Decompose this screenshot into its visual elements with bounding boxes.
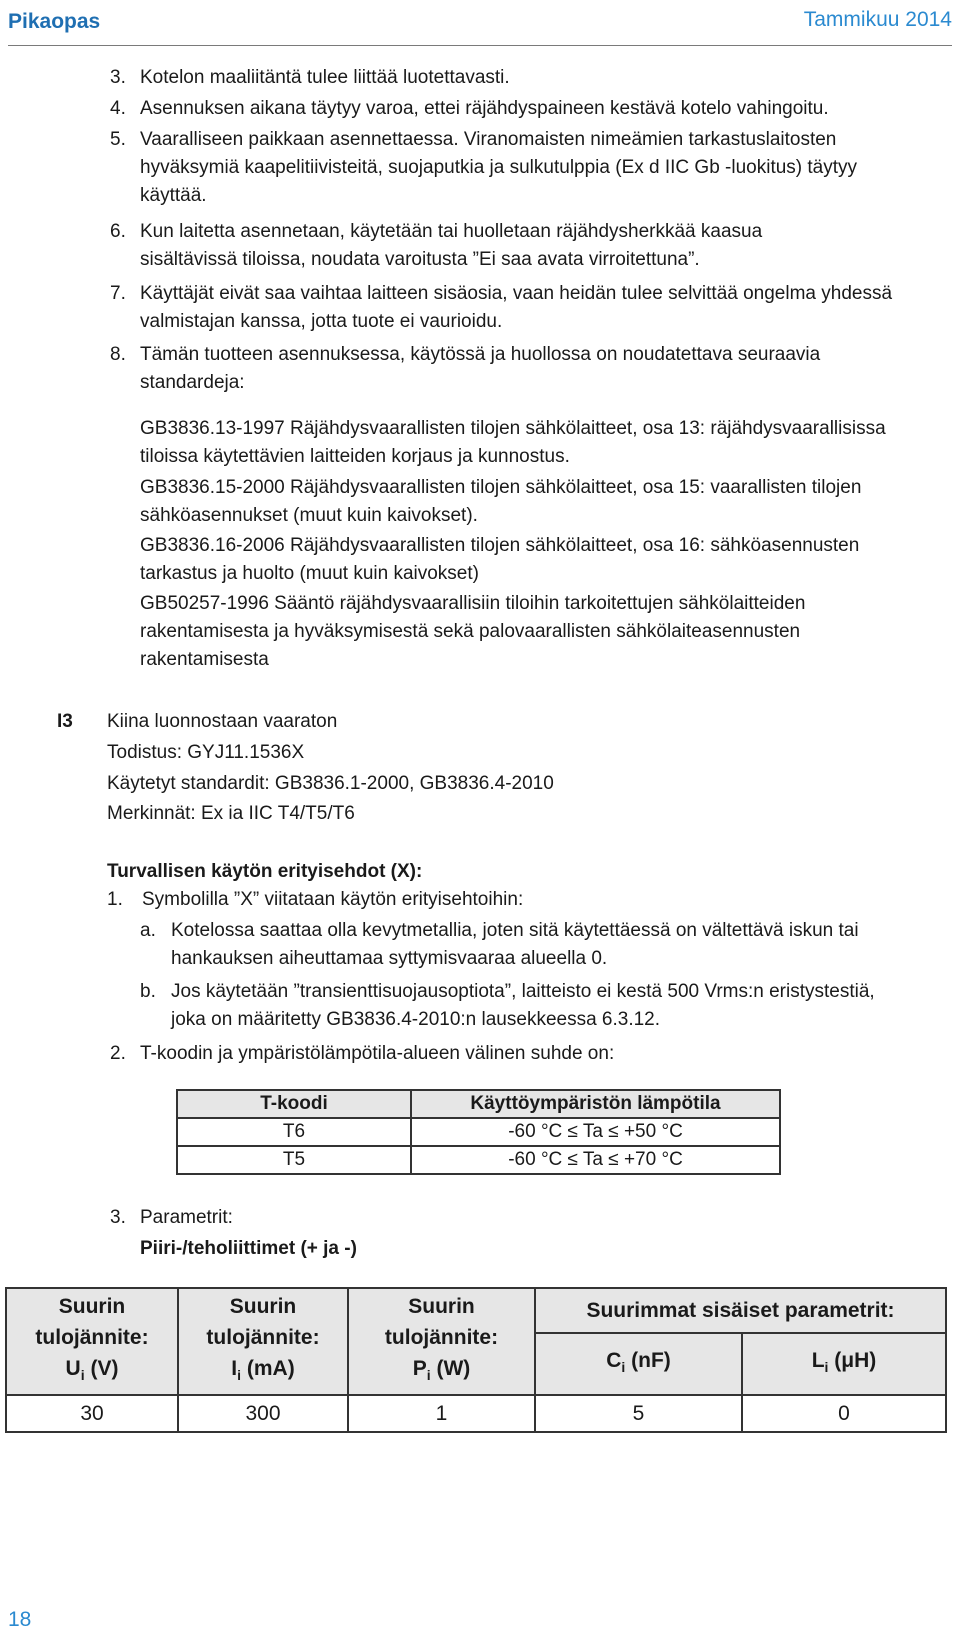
table-row bbox=[177, 1118, 780, 1146]
header-divider bbox=[8, 45, 952, 46]
list-item-number: 8. bbox=[110, 344, 126, 365]
list-item bbox=[110, 280, 910, 336]
sub-item-label: a. bbox=[140, 920, 156, 941]
table-header bbox=[742, 1333, 946, 1395]
column-header-subscript: i bbox=[237, 1367, 242, 1384]
column-header-symbol-letter: I bbox=[231, 1357, 238, 1381]
list-item-number: 7. bbox=[110, 283, 126, 304]
column-header-symbol-letter: C bbox=[606, 1349, 622, 1373]
list-item-text: Kotelon maaliitäntä tulee liittää luotettavasti. bbox=[140, 67, 510, 88]
list-item-text: Vaaralliseen paikkaan asennettaessa. Viranomaisten nimeämien tarkastuslaitosten hyväksymiä kaapelitiivisteitä, suojaputkia ja sulkutulppia (Ex d IIC Gb -luokitus) täytyy käyttää. bbox=[140, 129, 858, 206]
column-header-unit: (mA) bbox=[246, 1357, 295, 1381]
list-item bbox=[110, 218, 910, 274]
column-header-subscript: i bbox=[426, 1367, 431, 1384]
standard-entry: GB3836.15-2000 Räjähdysvaarallisten tilojen sähkölaitteet, osa 15: vaarallisten tilojen sähköasennukset (muut kuin kaivokset). bbox=[140, 477, 862, 526]
table-cell: 0 bbox=[742, 1395, 946, 1432]
column-header-unit: (W) bbox=[436, 1357, 471, 1381]
list-item-number: 5. bbox=[110, 129, 126, 150]
column-header-symbol bbox=[179, 1353, 347, 1391]
table-header bbox=[6, 1288, 178, 1395]
table-row bbox=[177, 1146, 780, 1174]
list-item bbox=[110, 95, 910, 123]
column-header-unit: (μH) bbox=[834, 1349, 877, 1373]
table-cell: 1 bbox=[348, 1395, 535, 1432]
params-subheading: Piiri-/teholiittimet (+ ja -) bbox=[140, 1238, 357, 1259]
table-group-header: Suurimmat sisäiset parametrit: bbox=[535, 1288, 946, 1333]
table-header: T-koodi bbox=[177, 1090, 411, 1118]
table-cell: 5 bbox=[535, 1395, 742, 1432]
column-header-subscript: i bbox=[621, 1359, 626, 1376]
i3-certificate: Todistus: GYJ11.1536X bbox=[107, 742, 305, 763]
column-header-subscript: i bbox=[80, 1367, 85, 1384]
column-header-prefix: Suurin tulojännite: bbox=[384, 1295, 499, 1350]
special-item-text: Symbolilla ”X” viitataan käytön erityisehtoihin: bbox=[142, 889, 524, 910]
column-header-unit: (V) bbox=[90, 1357, 119, 1381]
temperature-table bbox=[176, 1089, 781, 1175]
list-item-number: 3. bbox=[110, 67, 126, 88]
list-item-text: Käyttäjät eivät saa vaihtaa laitteen sisäosia, vaan heidän tulee selvittää ongelma yhdessä valmistajan kanssa, jotta tuote ei vaurioidu. bbox=[140, 283, 893, 332]
table-header bbox=[348, 1288, 535, 1395]
table-header bbox=[178, 1288, 348, 1395]
section-label-i3: I3 bbox=[57, 711, 73, 732]
table-cell: -60 °C ≤ Ta ≤ +70 °C bbox=[411, 1146, 780, 1174]
column-header-symbol-letter: P bbox=[412, 1357, 427, 1381]
header-section-title: Pikaopas bbox=[8, 10, 101, 33]
column-header-symbol-letter: L bbox=[811, 1349, 825, 1373]
column-header-symbol bbox=[349, 1353, 534, 1391]
parameter-table bbox=[5, 1287, 947, 1433]
i3-standards: Käytetyt standardit: GB3836.1-2000, GB3836.4-2010 bbox=[107, 773, 554, 794]
table-cell: -60 °C ≤ Ta ≤ +50 °C bbox=[411, 1118, 780, 1146]
table-cell: 30 bbox=[6, 1395, 178, 1432]
column-header-prefix: Suurin tulojännite: bbox=[35, 1295, 149, 1350]
column-header-symbol-letter: U bbox=[65, 1357, 81, 1381]
standard-entry: GB50257-1996 Sääntö räjähdysvaarallisiin tiloihin tarkoitettujen sähkölaitteiden rakentamisesta ja hyväksymisestä sekä palovaarallisten sähkölaiteasennusten rakentamisesta bbox=[140, 593, 806, 670]
params-item-text: Parametrit: bbox=[140, 1207, 233, 1228]
special-conditions-heading: Turvallisen käytön erityisehdot (X): bbox=[107, 861, 423, 882]
standard-entry: GB3836.13-1997 Räjähdysvaarallisten tilojen sähkölaitteet, osa 13: räjähdysvaarallisissa tiloissa käytettävien laitteiden korjaus ja kunnostus. bbox=[140, 418, 886, 467]
column-header-symbol bbox=[7, 1353, 177, 1391]
standard-entry: GB3836.16-2006 Räjähdysvaarallisten tilojen sähkölaitteet, osa 16: sähköasennusten tarkastus ja huolto (muut kuin kaivokset) bbox=[140, 535, 860, 584]
table-cell: T6 bbox=[177, 1118, 411, 1146]
column-header-subscript: i bbox=[824, 1359, 829, 1376]
params-item-number: 3. bbox=[110, 1207, 126, 1228]
list-item-number: 6. bbox=[110, 221, 126, 242]
table-row bbox=[6, 1395, 946, 1432]
list-item-text: Kun laitetta asennetaan, käytetään tai huolletaan räjähdysherkkää kaasua sisältävissä tiloissa, noudata varoitusta ”Ei saa avata virroitettuna”. bbox=[140, 221, 763, 270]
special-item-text: T-koodin ja ympäristölämpötila-alueen välinen suhde on: bbox=[140, 1043, 615, 1064]
sub-item-label: b. bbox=[140, 981, 156, 1002]
page-number: 18 bbox=[8, 1608, 32, 1631]
header-date: Tammikuu 2014 bbox=[803, 8, 952, 31]
column-header-unit: (nF) bbox=[631, 1349, 671, 1373]
column-header-prefix: Suurin tulojännite: bbox=[206, 1295, 320, 1350]
table-header: Käyttöympäristön lämpötila bbox=[411, 1090, 780, 1118]
list-item bbox=[110, 341, 910, 397]
list-item-text: Asennuksen aikana täytyy varoa, ettei räjähdyspaineen kestävä kotelo vahingoitu. bbox=[140, 98, 829, 119]
list-item bbox=[110, 64, 910, 92]
special-item-number: 2. bbox=[110, 1043, 126, 1064]
list-item-number: 4. bbox=[110, 98, 126, 119]
special-item-number: 1. bbox=[107, 889, 123, 910]
table-header bbox=[535, 1333, 742, 1395]
list-item-text: Tämän tuotteen asennuksessa, käytössä ja huollossa on noudatettava seuraavia standardeja: bbox=[140, 344, 821, 393]
table-cell: 300 bbox=[178, 1395, 348, 1432]
i3-title: Kiina luonnostaan vaaraton bbox=[107, 711, 338, 732]
sub-item-text: Kotelossa saattaa olla kevytmetallia, joten sitä käytettäessä on vältettävä iskun tai hankauksen aiheuttamaa syttymisvaaraa alueella 0. bbox=[171, 920, 859, 969]
table-cell: T5 bbox=[177, 1146, 411, 1174]
table-header-row bbox=[6, 1288, 946, 1333]
sub-item-text: Jos käytetään ”transienttisuojausoptiota”, laitteisto ei kestä 500 Vrms:n eristystestiä, joka on määritetty GB3836.4-2010:n lausekkeessa 6.3.12. bbox=[171, 981, 875, 1030]
table-header-row bbox=[177, 1090, 780, 1118]
list-item bbox=[110, 126, 910, 210]
i3-markings: Merkinnät: Ex ia IIC T4/T5/T6 bbox=[107, 803, 355, 824]
